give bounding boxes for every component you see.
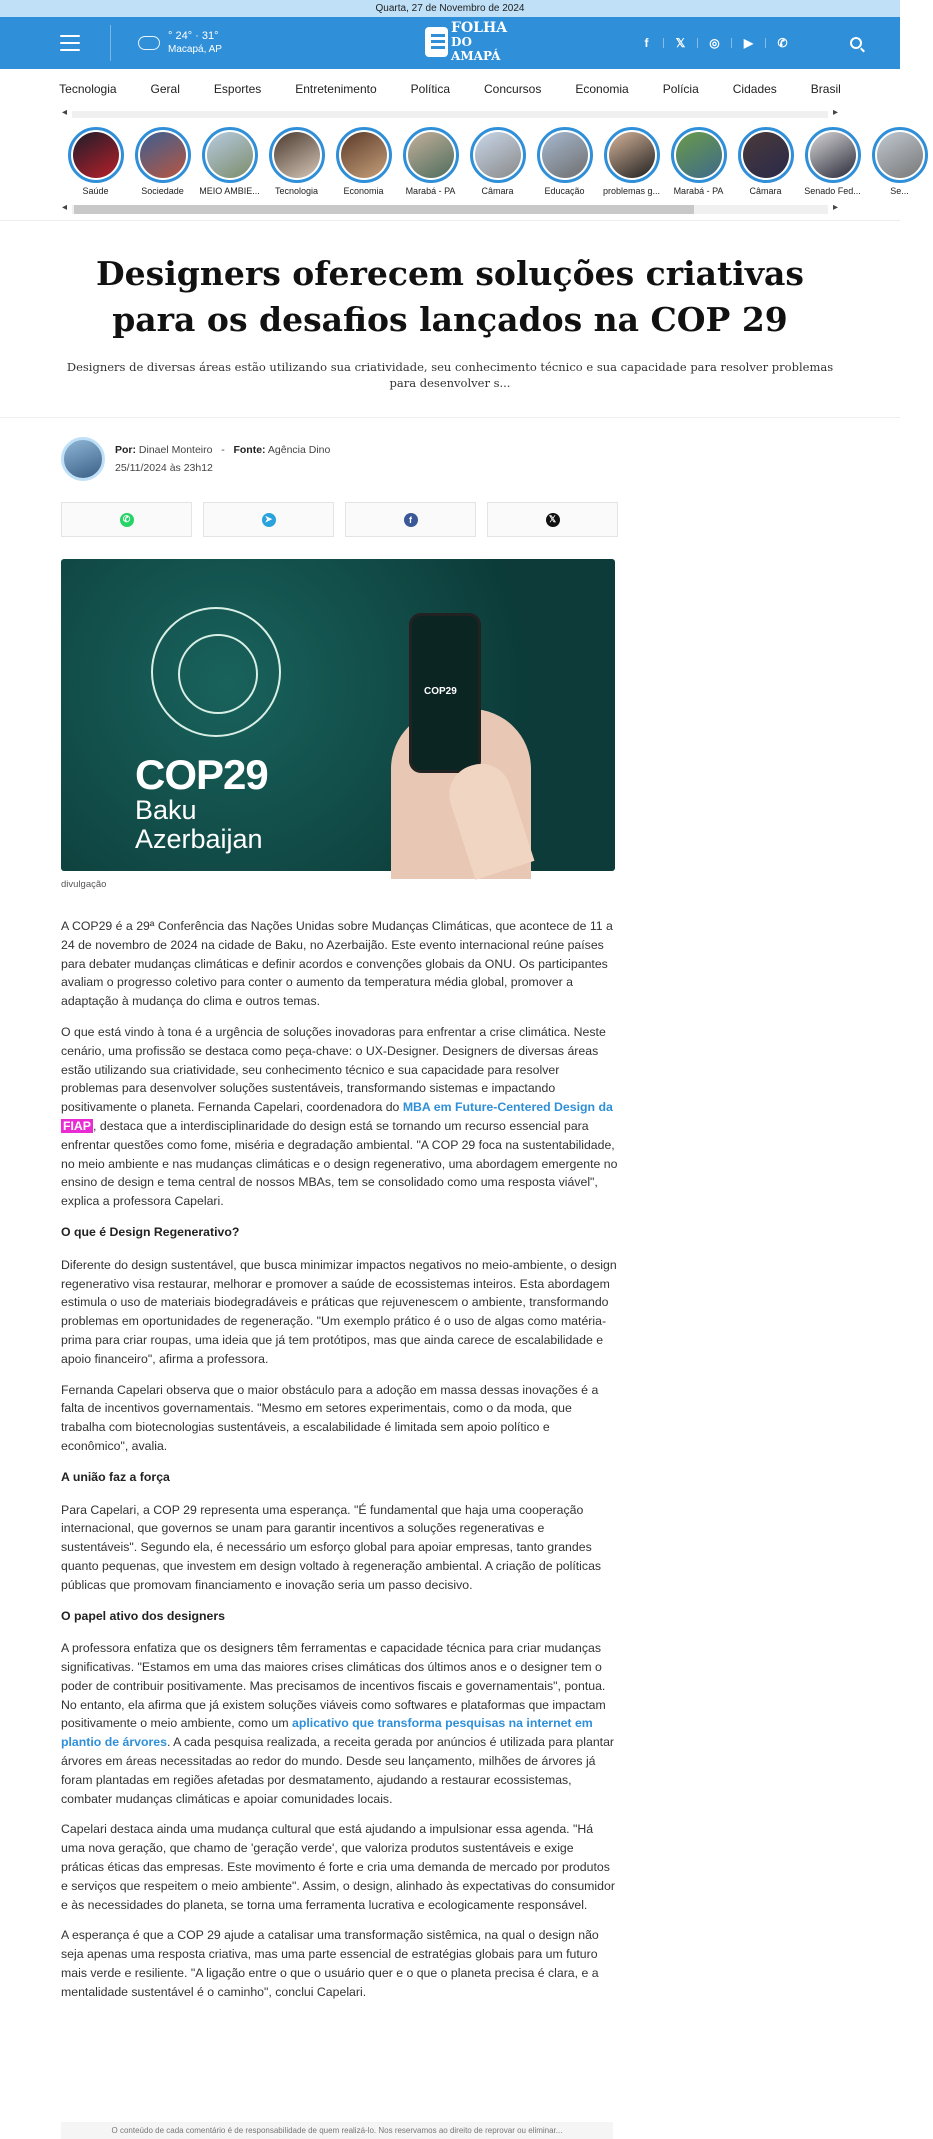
story-item[interactable]: [799, 127, 866, 199]
story-label: Tecnologia: [274, 186, 319, 196]
share-x-button[interactable]: [487, 502, 618, 537]
story-label: MEIO AMBIE...: [199, 186, 260, 196]
source-name: Agência Dino: [267, 444, 331, 456]
category-nav: [0, 69, 900, 109]
story-item[interactable]: [129, 127, 196, 199]
author-block: Por: Dinael Monteiro - Fonte: Agência Dino 25/11/2024 às 23h12: [61, 436, 900, 482]
scroll-thumb[interactable]: [74, 205, 694, 214]
image-text-azerbaijan: Azerbaijan: [135, 824, 263, 854]
x-icon: 𝕏: [546, 513, 560, 527]
nav-item-geral[interactable]: Geral: [150, 82, 180, 96]
publish-datetime: 25/11/2024 às 23h12: [115, 462, 213, 474]
author-prefix: Por:: [115, 444, 136, 456]
story-ring: [805, 127, 861, 183]
social-links: [630, 17, 799, 69]
mba-link[interactable]: MBA em Future-Centered Design da FIAP: [63, 1100, 613, 1133]
story-thumbnail: [877, 132, 923, 178]
weather-city: Macapá, AP: [168, 44, 222, 55]
story-ring: [202, 127, 258, 183]
article-subtitle: Designers de diversas áreas estão utilizando sua criatividade, seu conhecimento técnico e sua capacidade para resolver problemas para desenvolver s...: [66, 360, 834, 390]
stories-scrollbar-top[interactable]: [60, 109, 840, 119]
nav-item-pol-tica[interactable]: Política: [410, 82, 450, 96]
phone-shape: COP29: [409, 613, 481, 773]
search-icon[interactable]: [850, 37, 862, 49]
story-item[interactable]: [62, 127, 129, 199]
story-label: problemas g...: [602, 186, 661, 196]
app-link[interactable]: aplicativo que transforma pesquisas na internet em plantio de árvores: [61, 1716, 593, 1750]
paragraph: Diferente do design sustentável, que busca minimizar impactos negativos no meio-ambiente, o design regenerativo visa restaurar, melhorar e promover a saúde de ecossistemas inteiros. Esta abordagem estimula o uso de materiais biodegradáveis e práticas que rejuvenescem o ambiente, transformando problemas em oportunidades de regeneração. "Um exemplo prático é o uso de algas como matéria-prima para criar roupas, uma ideia que já tem protótipos, mas que ainda carece de escalabilidade e apoio financeiro", afirma a professora.: [61, 1257, 617, 1366]
story-item[interactable]: [397, 127, 464, 199]
story-ring: [68, 127, 124, 183]
instagram-icon[interactable]: ◎: [709, 36, 720, 50]
story-item[interactable]: [263, 127, 330, 199]
comments-disclaimer: O conteúdo de cada comentário é de responsabilidade de quem realizá-lo. Nos reservamos ao direito de reprovar ou eliminar...: [61, 2122, 613, 2139]
header-divider: [110, 25, 111, 61]
paragraph: Fernanda Capelari observa que o maior obstáculo para a adoção em massa dessas inovações é a falta de incentivos governamentais. "Mesmo em setores experimentais, como o da moda, que trabalha com biotecnologias sustentáveis, a escalabilidade é limitada sem apoio político e econômico", avalia.: [61, 1382, 599, 1453]
story-label: Saúde: [82, 186, 109, 196]
nav-item-tecnologia[interactable]: Tecnologia: [59, 82, 117, 96]
article-header: [0, 221, 900, 417]
stories-scrollbar[interactable]: [60, 203, 840, 215]
story-label: Se...: [890, 186, 909, 196]
logo-line2: DO AMAPÁ: [451, 35, 501, 63]
image-text-baku: Baku: [135, 795, 197, 825]
story-thumbnail: [140, 132, 186, 178]
scroll-right-icon[interactable]: ▸: [832, 107, 838, 118]
story-ring: [604, 127, 660, 183]
story-ring: [537, 127, 593, 183]
story-thumbnail: [609, 132, 655, 178]
nav-item-brasil[interactable]: Brasil: [810, 82, 841, 96]
story-ring: [269, 127, 325, 183]
story-label: Marabá - PA: [673, 186, 724, 196]
divider: [0, 417, 900, 418]
paragraph: O que está vindo à tona é a urgência de soluções inovadoras para enfrentar a crise climática. Neste cenário, uma profissão se destaca como peça-chave: o UX-Designer. Designers de diversas áreas estão utilizando sua criatividade, seu conhecimento técnico e sua capacidade para resolver problemas para desenvolver soluções sustentáveis, transformando sistemas e impactando positivamente o planeta. Fernanda Capelari, coordenadora do MBA em Future-Centered Design da FIAP , destaca que a interdisciplinaridade do design está se tornando um recurso essencial para enfrentar questões como fome, miséria e degradação ambiental. "A COP 29 foca na sustentabilidade, no meio ambiente e nas mudanças climáticas e o design regenerativo, uma abordagem emergente no ensino de design e tema central de nossos MBAs, tem se consolidado como uma resposta viável", explica a professora Capelari.: [61, 1024, 618, 1209]
story-thumbnail: [207, 132, 253, 178]
share-bar: [61, 502, 900, 537]
author-name[interactable]: Dinael Monteiro: [138, 444, 213, 456]
whatsapp-icon: ✆: [120, 513, 134, 527]
share-whatsapp-button[interactable]: [61, 502, 192, 537]
newspaper-icon: [425, 27, 448, 57]
image-caption: divulgação: [61, 879, 107, 890]
cop29-emblem: [151, 607, 281, 737]
author-avatar[interactable]: [61, 437, 105, 481]
nav-item-pol-cia[interactable]: Polícia: [662, 82, 699, 96]
story-label: Câmara: [481, 186, 514, 196]
story-label: Marabá - PA: [405, 186, 456, 196]
story-thumbnail: [810, 132, 856, 178]
story-item[interactable]: [464, 127, 531, 199]
site-header: [0, 17, 900, 69]
nav-item-esportes[interactable]: Esportes: [213, 82, 262, 96]
nav-item-concursos[interactable]: Concursos: [484, 82, 542, 96]
logo-line1: FOLHA: [451, 20, 508, 36]
share-telegram-button[interactable]: [203, 502, 334, 537]
image-text-cop29: COP29: [135, 751, 268, 798]
story-ring: [135, 127, 191, 183]
whatsapp-icon[interactable]: ✆: [777, 36, 788, 50]
menu-icon[interactable]: [60, 35, 80, 51]
scroll-right-icon[interactable]: ▸: [832, 202, 838, 213]
paragraph: A professora enfatiza que os designers têm ferramentas e capacidade técnica para criar mudanças significativas. "Estamos em uma das maiores crises climáticas dos últimos anos e o designer tem o poder de contribuir positivamente. Mas precisamos de incentivos fiscais e governamentais", pontua. No entanto, ela afirma que já existem soluções viáveis como softwares e plataformas que impactam positivamente o meio ambiente, como um aplicativo que transforma pesquisas na internet em plantio de árvores. A cada pesquisa realizada, a receita gerada por anúncios é utilizada para plantar árvores em áreas necessitadas ao redor do mundo. Desde seu lançamento, milhões de árvores já foram plantadas em regiões afetadas por desmatamento, ajudando a restaurar ecossistemas, combater mudanças climáticas e apoiar comunidades locais.: [61, 1641, 615, 1806]
story-ring: [403, 127, 459, 183]
top-date-bar: [0, 0, 900, 17]
facebook-icon: f: [404, 513, 418, 527]
story-ring: [872, 127, 928, 183]
paragraph: Capelari destaca ainda uma mudança cultural que está ajudando a impulsionar essa agenda. "Há uma nova geração, que chamo de 'geração verde', que valoriza produtos sustentáveis e exige práticas éticas das empresas. Este movimento é forte e cria uma demanda de mercado por produtos e serviços que respeitem o meio ambiente". Assim, o design, alinhado às expectativas do consumidor e às necessidades do planeta, se torna uma ferramenta lucrativa e ecologicamente responsável.: [61, 1822, 615, 1912]
section-heading: A união faz a força: [61, 1469, 170, 1484]
x-icon[interactable]: 𝕏: [675, 36, 686, 50]
story-label: Sociedade: [141, 186, 184, 196]
section-heading: O que é Design Regenerativo?: [61, 1224, 240, 1239]
current-date: Quarta, 27 de Novembro de 2024: [375, 3, 525, 14]
story-item[interactable]: [598, 127, 665, 199]
story-thumbnail: [475, 132, 521, 178]
story-thumbnail: [676, 132, 722, 178]
facebook-icon[interactable]: f: [644, 36, 649, 50]
story-thumbnail: [542, 132, 588, 178]
scroll-left-icon[interactable]: ◂: [62, 107, 68, 118]
stories-carousel: [62, 127, 909, 199]
story-label: Câmara: [749, 186, 782, 196]
nav-item-economia[interactable]: Economia: [575, 82, 629, 96]
story-thumbnail: [73, 132, 119, 178]
story-label: Educação: [544, 186, 585, 196]
nav-item-entretenimento[interactable]: Entretenimento: [295, 82, 377, 96]
scroll-left-icon[interactable]: ◂: [62, 202, 68, 213]
share-facebook-button[interactable]: [345, 502, 476, 537]
story-ring: [738, 127, 794, 183]
article-image[interactable]: [61, 559, 615, 871]
story-item[interactable]: [732, 127, 799, 199]
weather-widget: [138, 30, 222, 56]
source-prefix: Fonte:: [233, 444, 266, 456]
story-ring: [470, 127, 526, 183]
cloud-icon: [138, 36, 160, 50]
story-ring: [671, 127, 727, 183]
story-label: Economia: [343, 186, 384, 196]
story-item[interactable]: [330, 127, 397, 199]
story-item[interactable]: [665, 127, 732, 199]
story-thumbnail: [743, 132, 789, 178]
weather-temperature: ° 24° · 31°: [168, 30, 219, 42]
story-label: Senado Fed...: [804, 186, 861, 196]
paragraph: A esperança é que a COP 29 ajude a catalisar uma transformação sistêmica, na qual o design não seja apenas uma resposta criativa, mas uma parte essencial de estratégias globais para um futuro mais verde e resiliente. "A ligação entre o que o usuário quer e o que o planeta precisa é clara, e a mentalidade sustentável é o caminho", conclui Capelari.: [61, 1928, 599, 1999]
story-item[interactable]: [866, 127, 933, 199]
section-heading: O papel ativo dos designers: [61, 1608, 226, 1623]
story-thumbnail: [408, 132, 454, 178]
article-body: [61, 917, 619, 2002]
story-item[interactable]: [196, 127, 263, 199]
story-thumbnail: [341, 132, 387, 178]
paragraph: A COP29 é a 29ª Conferência das Nações Unidas sobre Mudanças Climáticas, que acontece de 11 a 24 de novembro de 2024 na cidade de Baku, no Azerbaijão. Este evento internacional reúne países para debater mudanças climáticas e definir acordos e convenções globais da ONU. Os participantes avaliam o progresso coletivo para conter o aumento da temperatura média global, promover a adaptação à mudança do clima e outros temas.: [61, 919, 613, 1009]
paragraph: Para Capelari, a COP 29 representa uma esperança. "É fundamental que haja uma cooperação internacional, que governos se unam para garantir incentivos a soluções regenerativas e sustentáveis". Segundo ela, é necessário um esforço global para apoiar empresas, tanto grandes quanto pequenas, que investem em design voltado à regeneração ambiental. A criação de políticas públicas que promovam financiamento e inovação seria um passo decisivo.: [61, 1502, 602, 1592]
telegram-icon: ➤: [262, 513, 276, 527]
nav-item-cidades[interactable]: Cidades: [732, 82, 777, 96]
article-title: Designers oferecem soluções criativas para os desafios lançados na COP 29: [96, 254, 804, 339]
story-item[interactable]: [531, 127, 598, 199]
story-ring: [336, 127, 392, 183]
site-logo[interactable]: [425, 20, 517, 63]
story-thumbnail: [274, 132, 320, 178]
highlighted-text: FIAP: [63, 1118, 92, 1133]
youtube-icon[interactable]: ▶: [743, 36, 754, 50]
